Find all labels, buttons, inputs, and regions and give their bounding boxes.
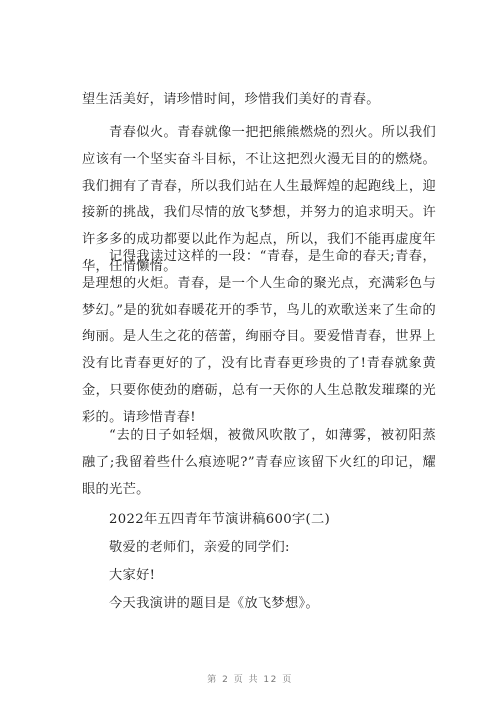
page-number-footer: 第 2 页 共 12 页 — [207, 675, 293, 685]
salutation: 敬爱的老师们，亲爱的同学们: — [109, 540, 290, 555]
greeting: 大家好! — [109, 568, 156, 583]
topic-line: 今天我演讲的题目是《放飞梦想》。 — [109, 596, 319, 611]
paragraph-4: “去的日子如轻烟，被微风吹散了，如薄雾，被初阳蒸融了;我留着些什么痕迹呢?”青春应该留下火红的印记，耀眼的光芒。 — [82, 428, 436, 497]
paragraph-2: 青春似火。青春就像一把把熊熊燃烧的烈火。所以我们应该有一个坚实奋斗目标，不让这把烈火漫无目的的燃烧。我们拥有了青春，所以我们站在人生最辉煌的起跑线上，迎接新的挑战，我们尽情的放飞梦想，并努力的追求明天。许许多多的成功都要以此作为起点，所以，我们不能再虚度年华，任情懒惰。 — [82, 125, 436, 274]
paragraph-1: 望生活美好，请珍惜时间，珍惜我们美好的青春。 — [82, 92, 380, 107]
section-title: 2022年五四青年节演讲稿600字(二) — [109, 512, 331, 527]
paragraph-3: 记得我读过这样的一段：“青春，是生命的春天;青春，是理想的火炬。青春，是一个人生命的聚光点，充满彩色与梦幻。”是的犹如春暖花开的季节，鸟儿的欢歌送来了生命的绚丽。是人生之花的蓓蕾，绚丽夺目。要爱惜青春，世界上没有比青春更好的了，没有比青春更珍贵的了!青春就象黄金，只要你使劲的磨砺，总有一天你的人生总散发璀璨的光彩的。请珍惜青春! — [82, 249, 436, 425]
